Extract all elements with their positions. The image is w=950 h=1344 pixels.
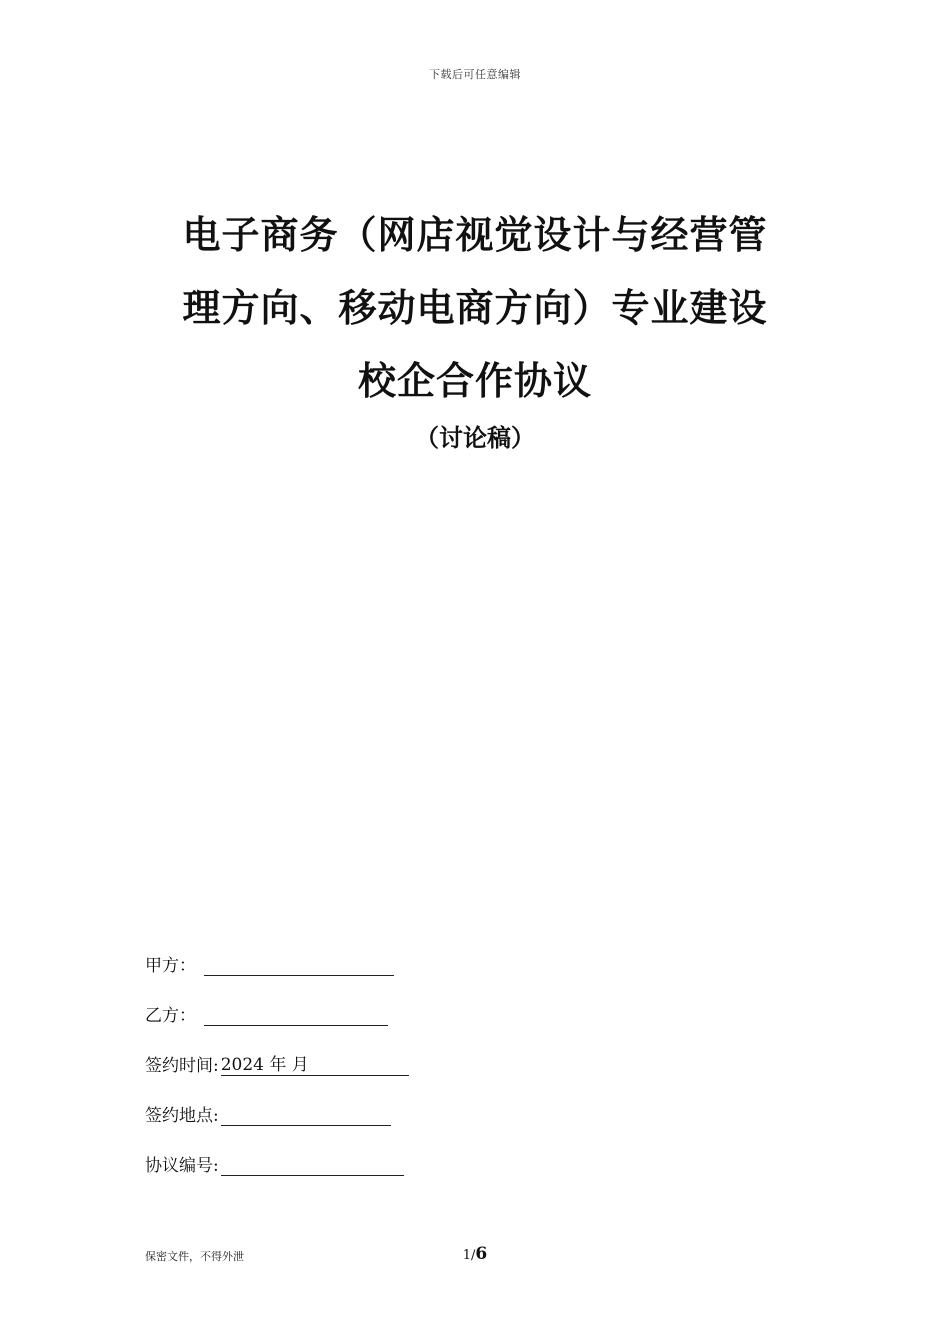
sign-time-field — [145, 1026, 409, 1076]
sign-place-blank[interactable] — [221, 1105, 391, 1126]
sign-time-label: 签约时间: — [145, 1056, 219, 1076]
sign-time-value[interactable]: 2024 年 月 — [221, 1050, 409, 1076]
party-a-label: 甲方： — [145, 956, 196, 976]
sign-place-label: 签约地点: — [145, 1106, 219, 1126]
agreement-fields — [145, 926, 409, 1176]
party-b-blank[interactable] — [204, 1005, 388, 1026]
page-number — [0, 1244, 950, 1264]
page-total: 6 — [475, 1244, 488, 1264]
sign-place-field — [145, 1076, 409, 1126]
agreement-no-label: 协议编号: — [145, 1156, 219, 1176]
title-line-3: 校企合作协议 — [357, 358, 592, 403]
party-a-blank[interactable] — [204, 955, 394, 976]
document-subtitle: （讨论稿） — [415, 423, 535, 452]
header-note: 下载后可任意编辑 — [429, 68, 521, 81]
agreement-no-blank[interactable] — [221, 1155, 404, 1176]
agreement-no-field — [145, 1126, 409, 1176]
party-b-label: 乙方： — [145, 1006, 196, 1026]
party-a-field — [145, 926, 409, 976]
title-line-2: 理方向、移动电商方向）专业建设 — [182, 285, 768, 330]
confidential-note: 保密文件，不得外泄 — [145, 1250, 244, 1263]
page-current: 1 — [462, 1248, 472, 1263]
title-line-1: 电子商务（网店视觉设计与经营管 — [182, 212, 768, 257]
page-separator: / — [471, 1248, 476, 1263]
party-b-field — [145, 976, 409, 1026]
document-title — [150, 198, 800, 417]
